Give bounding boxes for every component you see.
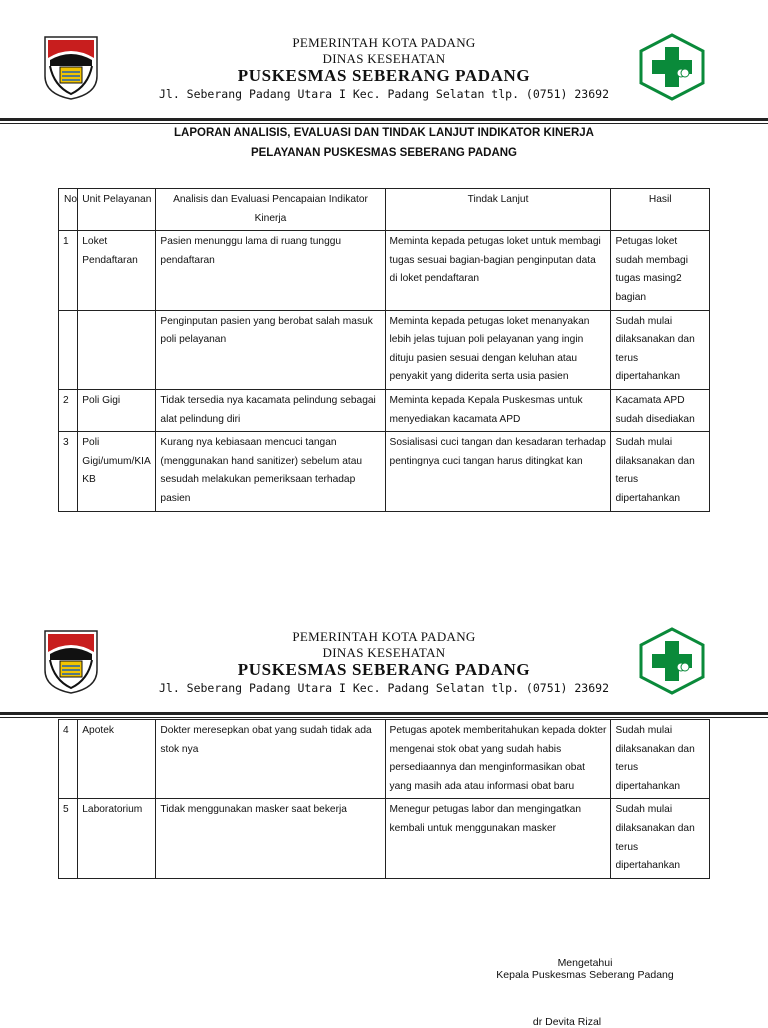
- header-no: No: [59, 189, 78, 231]
- cell-tindak: Menegur petugas labor dan mengingatkan kembali untuk menggunakan masker: [385, 799, 611, 878]
- cell-unit: Loket Pendaftaran: [78, 231, 156, 310]
- cell-no: 5: [59, 799, 78, 878]
- table-row: [59, 799, 710, 878]
- cell-analisis: Dokter meresepkan obat yang sudah tidak ada stok nya: [156, 720, 385, 799]
- government-name: PEMERINTAH KOTA PADANG: [292, 629, 476, 644]
- cell-analisis: Pasien menunggu lama di ruang tunggu pendaftaran: [156, 231, 385, 310]
- cell-no: 2: [59, 389, 78, 431]
- table-row: [59, 310, 710, 389]
- department-name: DINAS KESEHATAN: [322, 645, 446, 660]
- puskesmas-logo-icon: [639, 627, 705, 695]
- cell-tindak: Meminta kepada petugas loket untuk membagi tugas sesuai bagian-bagian penginputan data di loket pendaftaran: [385, 231, 611, 310]
- cell-hasil: Sudah mulai dilaksanakan dan terus dipertahankan: [611, 432, 710, 511]
- cell-hasil: Sudah mulai dilaksanakan dan terus dipertahankan: [611, 310, 710, 389]
- cell-hasil: Kacamata APD sudah disediakan: [611, 389, 710, 431]
- letterhead-page1: [0, 0, 768, 120]
- department-name: DINAS KESEHATAN: [322, 51, 446, 66]
- table-row: [59, 231, 710, 310]
- signature-label: Mengetahui: [557, 957, 613, 969]
- signature-title: Kepala Puskesmas Seberang Padang: [496, 969, 674, 981]
- letterhead-rule-thin: [0, 123, 768, 124]
- cell-tindak: Meminta kepada petugas loket menanyakan lebih jelas tujuan poli pelayanan yang ingin dituju pasien sesuai dengan keluhan atau penyakit yang diderita serta usia pasien: [385, 310, 611, 389]
- cell-analisis: Kurang nya kebiasaan mencuci tangan (menggunakan hand sanitizer) sebelum atau sesudah melakukan pemeriksaan terhadap pasien: [156, 432, 385, 511]
- table-header-row: [59, 189, 710, 231]
- institution-address: Jl. Seberang Padang Utara I Kec. Padang Selatan tlp. (0751) 23692: [158, 87, 610, 101]
- table-row: [59, 432, 710, 511]
- letterhead-page2: [0, 594, 768, 714]
- cell-hasil: Petugas loket sudah membagi tugas masing2 bagian: [611, 231, 710, 310]
- header-hasil: Hasil: [611, 189, 710, 231]
- header-tindak-lanjut: Tindak Lanjut: [385, 189, 611, 231]
- cell-tindak: Petugas apotek memberitahukan kepada dokter mengenai stok obat yang sudah habis persediaannya dan menginformasikan obat yang masih ada atau informasi obat baru: [385, 720, 611, 799]
- cell-analisis: Tidak menggunakan masker saat bekerja: [156, 799, 385, 878]
- header-unit: Unit Pelayanan: [78, 189, 156, 231]
- puskesmas-logo-icon: [639, 33, 705, 101]
- letterhead-rule: [0, 118, 768, 121]
- cell-analisis: Tidak tersedia nya kacamata pelindung sebagai alat pelindung diri: [156, 389, 385, 431]
- report-title-line1: LAPORAN ANALISIS, EVALUASI DAN TINDAK LANJUT INDIKATOR KINERJA: [174, 127, 594, 139]
- cell-no: 3: [59, 432, 78, 511]
- cell-no: 4: [59, 720, 78, 799]
- cell-unit: Poli Gigi/umum/KIA KB: [78, 432, 156, 511]
- cell-tindak: Sosialisasi cuci tangan dan kesadaran terhadap pentingnya cuci tangan harus ditingkat kan: [385, 432, 611, 511]
- cell-unit: Apotek: [78, 720, 156, 799]
- cell-unit: [78, 310, 156, 389]
- cell-no: [59, 310, 78, 389]
- cell-unit: Laboratorium: [78, 799, 156, 878]
- cell-no: 1: [59, 231, 78, 310]
- table-row: [59, 389, 710, 431]
- evaluation-table-continued: [58, 719, 710, 879]
- cell-tindak: Meminta kepada Kepala Puskesmas untuk menyediakan kacamata APD: [385, 389, 611, 431]
- government-name: PEMERINTAH KOTA PADANG: [292, 35, 476, 50]
- cell-unit: Poli Gigi: [78, 389, 156, 431]
- cell-hasil: Sudah mulai dilaksanakan dan terus dipertahankan: [611, 720, 710, 799]
- cell-analisis: Penginputan pasien yang berobat salah masuk poli pelayanan: [156, 310, 385, 389]
- letterhead-rule: [0, 712, 768, 715]
- institution-name: PUSKESMAS SEBERANG PADANG: [237, 660, 531, 679]
- signature-name: dr Devita Rizal: [532, 1016, 602, 1028]
- table-row: [59, 720, 710, 799]
- institution-name: PUSKESMAS SEBERANG PADANG: [237, 66, 531, 85]
- header-analisis: Analisis dan Evaluasi Pencapaian Indikator Kinerja: [156, 189, 385, 231]
- cell-hasil: Sudah mulai dilaksanakan dan terus dipertahankan: [611, 799, 710, 878]
- report-title-line2: PELAYANAN PUSKESMAS SEBERANG PADANG: [250, 147, 518, 159]
- institution-address: Jl. Seberang Padang Utara I Kec. Padang Selatan tlp. (0751) 23692: [158, 681, 610, 695]
- evaluation-table: [58, 188, 710, 512]
- letterhead-rule-thin: [0, 717, 768, 718]
